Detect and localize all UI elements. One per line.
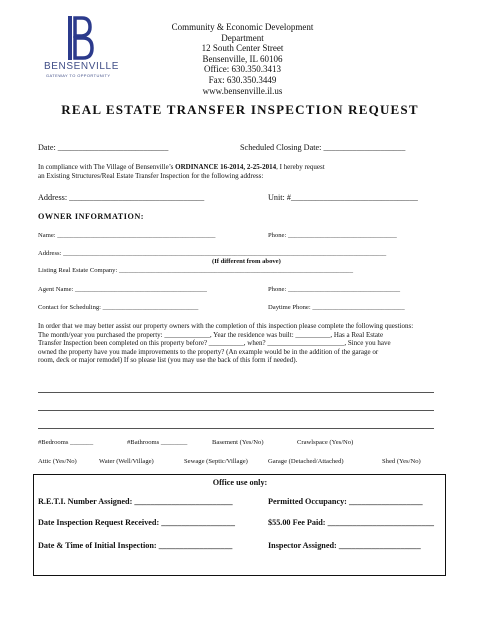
fax-number: Fax: 630.350.3449 [208,74,277,85]
listing-company-field[interactable]: Listing Real Estate Company: _______________________________________________________________________ [38,267,354,274]
improvements-answer-line[interactable] [38,392,434,393]
city-state-zip: Bensenville, IL 60106 [202,53,283,64]
website: www.bensenville.il.us [202,85,283,96]
department-name: Community & Economic Development Department [171,22,314,43]
if-different-note: (If different from above) [212,258,281,265]
scheduling-contact-field[interactable]: Contact for Scheduling: _____________________________ [38,304,199,311]
bensenville-logo-icon [68,16,94,60]
scheduled-closing-date-field[interactable]: Scheduled Closing Date: ____________________ [240,143,406,152]
permitted-occupancy-field[interactable]: Permitted Occupancy: __________________ [268,497,423,506]
ordinance-reference: ORDINANCE 16-2014, 2-25-2014 [175,163,277,171]
improvements-answer-line[interactable] [38,428,434,429]
request-received-date-field[interactable]: Date Inspection Request Received: __________________ [38,518,235,527]
improvements-answer-line[interactable] [38,410,434,411]
compliance-line-1 [38,163,325,171]
water-field[interactable]: Water (Well/Village) [99,458,154,465]
logo-tagline: GATEWAY TO OPPORTUNITY [46,73,111,78]
owner-name-field[interactable]: Name: ________________________________________________ [38,232,216,239]
improvements-list-instruction: room, deck or major remodel) If so please list (you may use the back of this form if needed). [38,356,298,365]
property-address-field[interactable]: Address: _________________________________ [38,193,205,202]
agent-name-field[interactable]: Agent Name: ________________________________________ [38,286,207,293]
street-address: 12 South Center Street [201,43,284,54]
initial-inspection-date-field[interactable]: Date & Time of Initial Inspection: __________________ [38,541,233,550]
owner-phone-field[interactable]: Phone: _________________________________ [268,232,397,239]
questions-paragraph [38,322,438,365]
bedrooms-field[interactable]: #Bedrooms _______ [38,439,94,446]
owner-information-heading: OWNER INFORMATION: [38,212,144,221]
reti-number-field[interactable]: R.E.T.I. Number Assigned: ________________________ [38,497,233,506]
prior-inspection-question: Transfer Inspection been completed on this property before? __________, when? ______________________, Since you have [38,339,391,348]
agent-phone-field[interactable]: Phone: __________________________________ [268,286,401,293]
garage-field[interactable]: Garage (Detached/Attached) [268,458,344,465]
basement-field[interactable]: Basement (Yes/No) [212,439,264,446]
office-phone: Office: 630.350.3413 [203,64,282,75]
daytime-phone-field[interactable]: Daytime Phone: ____________________________ [268,304,405,311]
unit-field[interactable]: Unit: #_______________________________ [268,193,418,202]
compliance-line-2: an Existing Structures/Real Estate Transfer Inspection for the following address: [38,172,264,180]
bathrooms-field[interactable]: #Bathrooms ________ [127,439,188,446]
compliance-suffix: , I hereby request [276,163,325,171]
crawlspace-field[interactable]: Crawlspace (Yes/No) [297,439,354,446]
fee-paid-field[interactable]: $55.00 Fee Paid: __________________________ [268,518,435,527]
inspector-assigned-field[interactable]: Inspector Assigned: ____________________ [268,541,421,550]
shed-field[interactable]: Shed (Yes/No) [382,458,421,465]
purchase-year-question: The month/year you purchased the property: _____________, Year the residence was built: __________, Has a Real Estate [38,330,384,339]
owner-address-field[interactable]: Address: __________________________________________________________________________________________________ [38,250,387,257]
date-field[interactable]: Date: ___________________________ [38,143,169,152]
sewage-field[interactable]: Sewage (Septic/Village) [184,458,248,465]
form-title: REAL ESTATE TRANSFER INSPECTION REQUEST [61,102,419,117]
compliance-prefix: In compliance with The Village of Bensenville’s [38,163,176,171]
attic-field[interactable]: Attic (Yes/No) [38,458,77,465]
improvements-question: owned the property have you made improvements to the property? (An example would be in the addition of the garage or [38,347,379,356]
questions-intro: In order that we may better assist our property owners with the completion of this inspection please complete the following questions: [38,322,414,330]
department-address-block [150,22,335,96]
logo-wordmark: BENSENVILLE [44,61,119,72]
office-use-heading: Office use only: [212,478,268,487]
